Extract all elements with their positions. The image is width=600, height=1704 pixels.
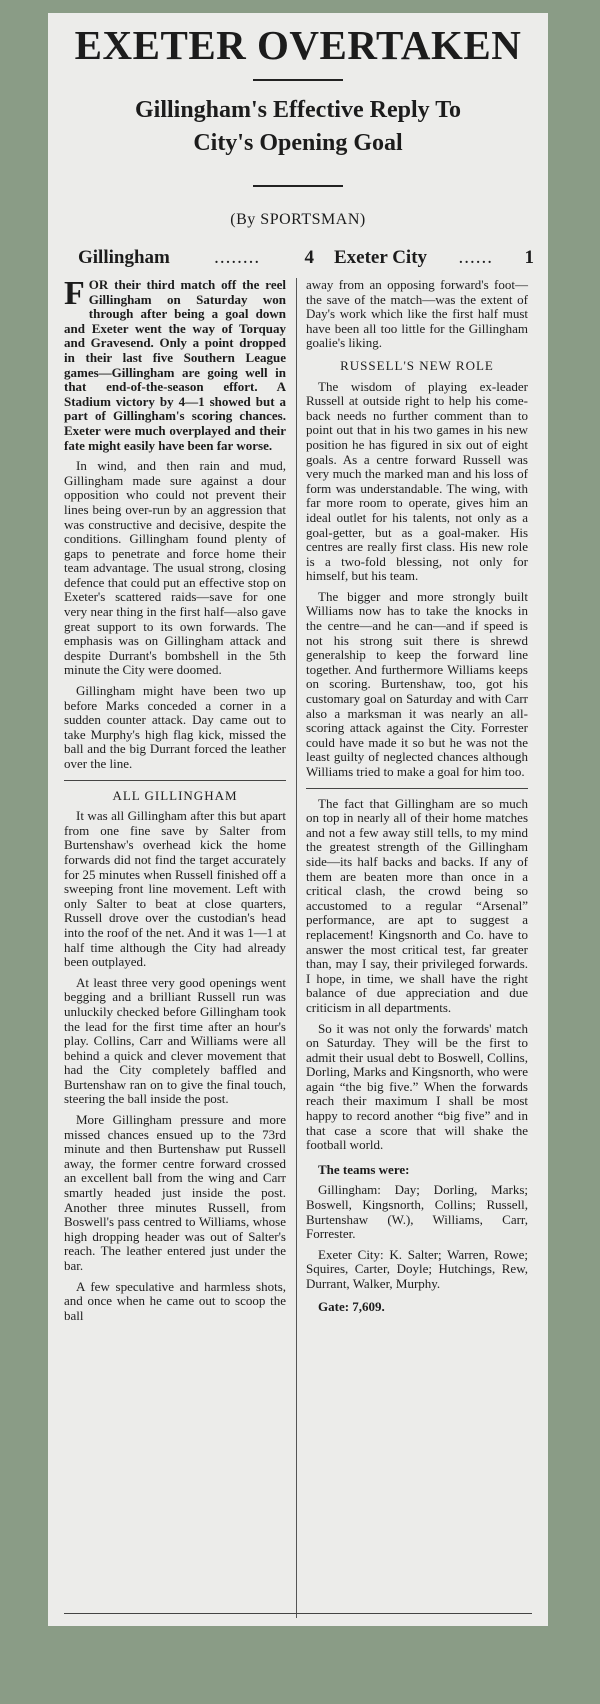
paragraph: At least three very good openings went begging and a brilliant Russell run was unluckily checked before Gillingham took the lead for the first time after an hour's play. Collins, Carr and Williams were all behind a quick and clever movement that had the City completely baffled and Burtenshaw ran on to give the final touch, steering the ball inside the post. [64, 974, 286, 1107]
away-team: Exeter City [334, 247, 428, 268]
headline: EXETER OVERTAKEN [74, 22, 522, 68]
section-rule [306, 788, 528, 789]
section-heading-russells-new-role: RUSSELL'S NEW ROLE [340, 357, 494, 373]
right-column [306, 278, 528, 1320]
away-goals: 1 [524, 247, 534, 268]
paragraph: In wind, and then rain and mud, Gillingham made sure against a dour opposition who could not prevent their lines being over-run by an aggression that was constructive and decisive, despite the conditions. Gillingham found plenty of gaps to penetrate and force home their team advantage. The usual strong, closing defence that could put an effective stop on Exeter's scattered raids—save for one very near thing in the first half—also gave great support to its own forwards. The emphasis was on Gillingham attack and despite Durrant's bombshell in the 5th minute the City were doomed. [64, 458, 286, 678]
paragraph: The wisdom of playing ex-leader Russell at outside right to help his come-back needs no further comment than to point out that in his two games in his new position he has figured in six out of eight goals. As a centre forward Russell was very much the marked man and his loss of form was understandable. The wing, with far more room to operate, gives him an ideal outlet for his talents, not only as a goal-getter, but as a goal-maker. His centres are really first class. His new role is a two-fold blessing, not only for himself, but his team. [306, 378, 528, 584]
team-lineup-gillingham: Gillingham: Day; Dorling, Marks; Boswell, Kingsnorth, Collins; Russell, Burtenshaw (W.), Williams, Carr, Forrester. [306, 1182, 528, 1242]
paragraph: More Gillingham pressure and more missed chances ensued up to the 73rd minute and then Burtenshaw put Russell away, the former centre forward crossed an excellent ball from the wing and Carr smartly headed just inside the post. Another three minutes Russell, from Boswell's pass centred to Williams, whose high dropping header was out of Salter's reach. The leather entered just under the bar. [64, 1112, 286, 1273]
subhead-rule [253, 185, 343, 187]
newspaper-clipping [48, 13, 548, 1626]
left-column [64, 275, 286, 1329]
paragraph: The fact that Gillingham are so much on top in nearly all of their home matches and not a few away still tells, to my mind the greatest strength of the Gillingham side—its half backs and backs. If any of them are beaten more than once in a critical clash, the crowd being so accustomed to a regular “Arsenal” performance, are apt to suggest a replacement! Kingsnorth and Co. have to answer the most critical test, far greater than, may I say, their privileged forwards. I hope, in time, we shall have the right balance of due appreciation and due criticism in all departments. [306, 795, 528, 1015]
paragraph: Gillingham might have been two up before Marks conceded a corner in a sudden counter attack. Day came out to take Murphy's high flag kick, missed the ball and the big Durrant forced the leather over the line. [64, 683, 286, 771]
headline-rule [253, 79, 343, 81]
section-heading-all-gillingham: ALL GILLINGHAM [112, 787, 238, 803]
away-dots: ...... [458, 247, 494, 268]
score-home [78, 245, 314, 271]
subhead-line-1: Gillingham's Effective Reply To [134, 97, 461, 123]
paragraph: The bigger and more strongly built Williams now has to take the knocks in the centre—and he can—and if speed is not his strong suit there is shrewd generalship to keep the forward line together. And furthermore Williams keeps on scoring. Burtenshaw, too, got his customary goal on Saturday and with Carr also a marksman it was nearly an all-scoring attack against the City. Forrester could have made it so but he was not the least guilty of neglected chances although Williams tried to make a goal for him too. [306, 588, 528, 779]
subhead-line-2: City's Opening Goal [193, 130, 403, 156]
section-rule [64, 780, 286, 781]
team-lineup-exeter: Exeter City: K. Salter; Warren, Rowe; Squires, Carter, Doyle; Hutchings, Rew, Durrant, Walker, Murphy. [306, 1246, 528, 1291]
attendance: Gate: 7,609. [318, 1298, 385, 1314]
column-divider [296, 278, 297, 1618]
lead-paragraph [64, 275, 286, 453]
paragraph: So it was not only the forwards' match on Saturday. They will be the first to admit their usual debt to Boswell, Collins, Dorling, Marks and Kingsnorth, who were again “the big five.” When the forwards reach their maximum I shall be most happy to record another “big five” and in that case a score that will shake the football world. [306, 1020, 528, 1153]
drop-cap: F [64, 275, 85, 312]
paragraph: It was all Gillingham after this but apart from one fine save by Salter from Burtenshaw's overhead kick the home forwards did not find the target accurately for 25 minutes when Russell finished off a sweeping front line movement. Left with only Salter to beat at close quarters, Russell drove over the custodian's head into the roof of the net. And it was 1—1 at half time although the City had already been outplayed. [64, 808, 286, 970]
subheadline [48, 94, 548, 160]
home-team: Gillingham [78, 247, 170, 268]
byline: (By SPORTSMAN) [230, 211, 366, 228]
home-goals: 4 [304, 247, 314, 268]
home-dots: ........ [214, 247, 261, 268]
paragraph: A few speculative and harmless shots, and once when he came out to scoop the ball [64, 1278, 286, 1323]
bottom-rule [64, 1613, 532, 1614]
lead-text: OR their third match off the reel Gillingham on Saturday won through after being a goal down and Exeter went the way of Torquay and Gravesend. Only a point dropped in their last five Southern League games—Gillingham are going well in that end-of-the-season effort. A Stadium victory by 4—1 showed but a part of Gillingham's scoring chances. Exeter were much overplayed and their fate might easily have been far worse. [64, 277, 286, 453]
teams-intro: The teams were: [318, 1161, 410, 1177]
paragraph: away from an opposing forward's foot—the save of the match—was the extent of Day's work which like the first half must have been all too little for the Gillingham goalie's liking. [306, 277, 528, 351]
score-away [334, 245, 534, 271]
